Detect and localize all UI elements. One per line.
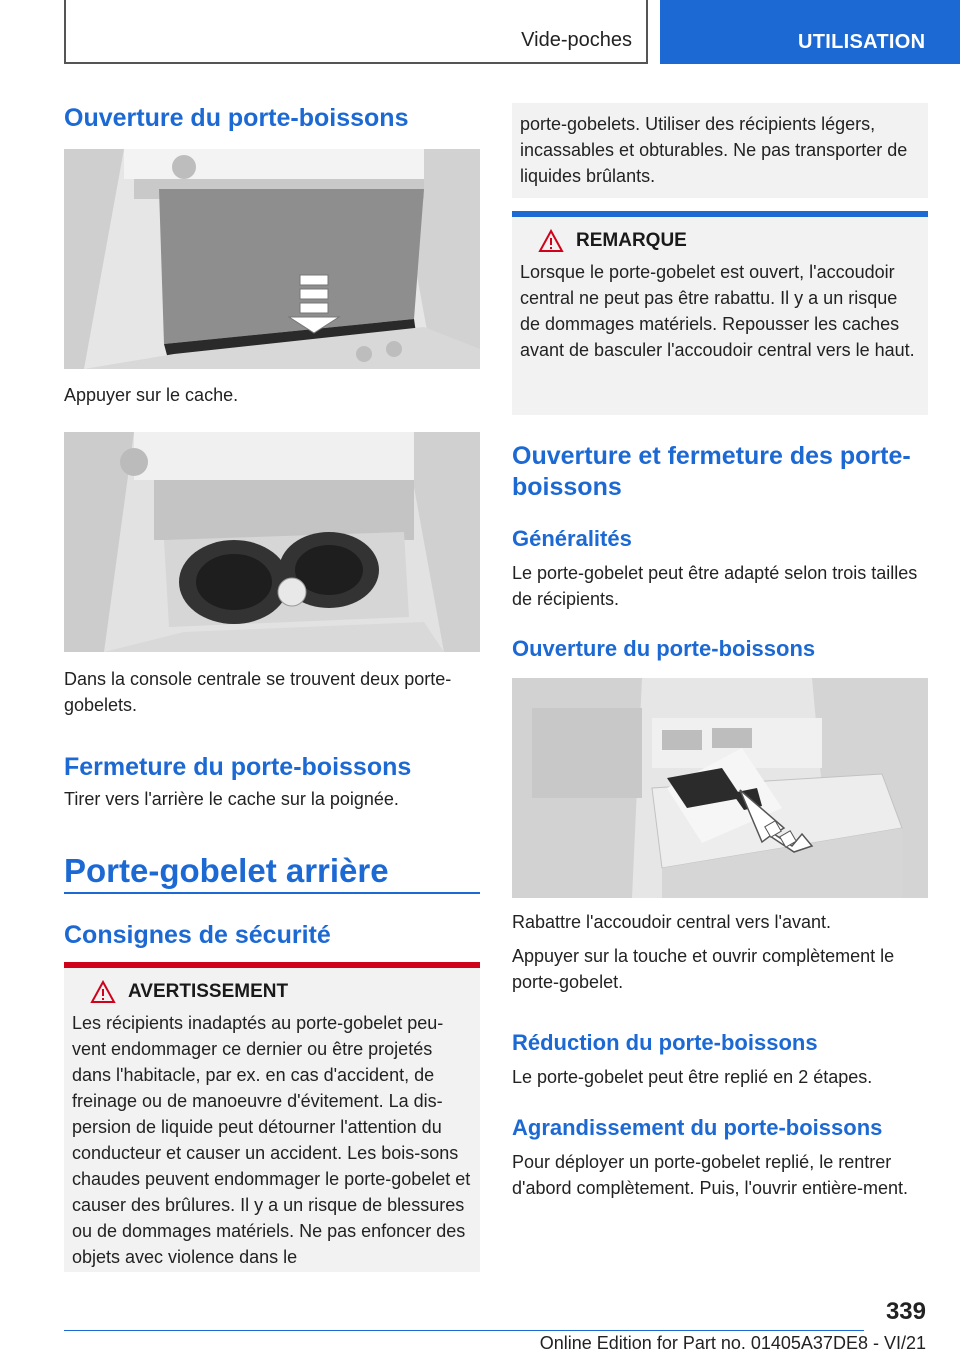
warning-continuation-box (512, 103, 928, 198)
header-chapter-tab[interactable] (660, 0, 960, 64)
warning-continuation-text: porte-gobelets. Utiliser des récipients légers, incassables et obturables. Ne pas transporter de liquides brûlants. (520, 114, 908, 186)
heading-ouverture-fermeture: Ouverture et fermeture des porte-boissons (512, 442, 911, 501)
heading-fermeture: Fermeture du porte-boissons (64, 753, 412, 781)
note-triangle-icon (538, 229, 564, 253)
image-console-cover (64, 149, 480, 369)
heading-ouverture-right: Ouverture du porte-boissons (512, 636, 816, 661)
header-section-box (64, 0, 648, 64)
note-text: Lorsque le porte-gobelet est ouvert, l'accoudoir central ne peut pas être rabattu. Il y a un risque de dommages matériels. Repousser les caches avant de basculer l'accoudoir central vers le haut. (520, 262, 915, 360)
warning-triangle-icon (90, 980, 116, 1004)
footer-edition: Online Edition for Part no. 01405A37DE8 - VI/21 (539, 1333, 926, 1353)
warning-title: AVERTISSEMENT (128, 981, 289, 1002)
warning-header (90, 980, 472, 1004)
header-chapter-label: UTILISATION (798, 31, 926, 53)
heading-generalites: Généralités (512, 526, 632, 551)
armrest-illustration (512, 678, 928, 898)
console-cover-illustration (64, 149, 480, 369)
text-agrandissement: Pour déployer un porte-gobelet replié, le rentrer d'abord complètement. Puis, l'ouvrir entière-ment. (512, 1152, 909, 1198)
text-reduction: Le porte-gobelet peut être replié en 2 étapes. (512, 1067, 873, 1087)
caption-two-cup-holders: Dans la console centrale se trouvent deux porte-gobelets. (64, 669, 452, 715)
footer-rule (64, 1330, 864, 1331)
note-box (512, 217, 928, 415)
text-fermeture: Tirer vers l'arrière le cache sur la poignée. (64, 789, 399, 809)
cup-holders-illustration (64, 432, 480, 652)
heading-porte-gobelet-arriere: Porte-gobelet arrière (64, 852, 389, 889)
image-cup-holders (64, 432, 480, 652)
heading-agrandissement: Agrandissement du porte-boissons (512, 1115, 883, 1140)
heading-reduction: Réduction du porte-boissons (512, 1030, 818, 1055)
heading-rule (64, 892, 480, 894)
caption-press-cover: Appuyer sur le cache. (64, 385, 239, 405)
text-appuyer: Appuyer sur la touche et ouvrir complètement le porte-gobelet. (512, 946, 895, 992)
note-title: REMARQUE (576, 230, 687, 251)
image-armrest (512, 678, 928, 898)
heading-ouverture: Ouverture du porte-boissons (64, 104, 409, 132)
warning-box (64, 968, 480, 1272)
text-rabattre: Rabattre l'accoudoir central vers l'avant. (512, 912, 832, 932)
page-number: 339 (885, 1298, 926, 1325)
header-section-title: Vide-poches (521, 29, 632, 51)
warning-text: Les récipients inadaptés au porte-gobelet peu-vent endommager ce dernier ou être projetés dans l'habitacle, par ex. en cas d'accident, de freinage ou de manoeuvre d'évitement. La dis-persion de liquide peut détourner l'attention du conducteur et causer un accident. Les bois-sons chaudes peuvent endommager le porte-gobelet et causer des brûlures. Il y a un risque de blessures ou de dommages matériels. Ne pas enfoncer des objets avec violence dans le (72, 1013, 471, 1267)
note-header (538, 229, 920, 253)
heading-consignes: Consignes de sécurité (64, 921, 331, 949)
text-generalites: Le porte-gobelet peut être adapté selon trois tailles de récipients. (512, 563, 918, 609)
